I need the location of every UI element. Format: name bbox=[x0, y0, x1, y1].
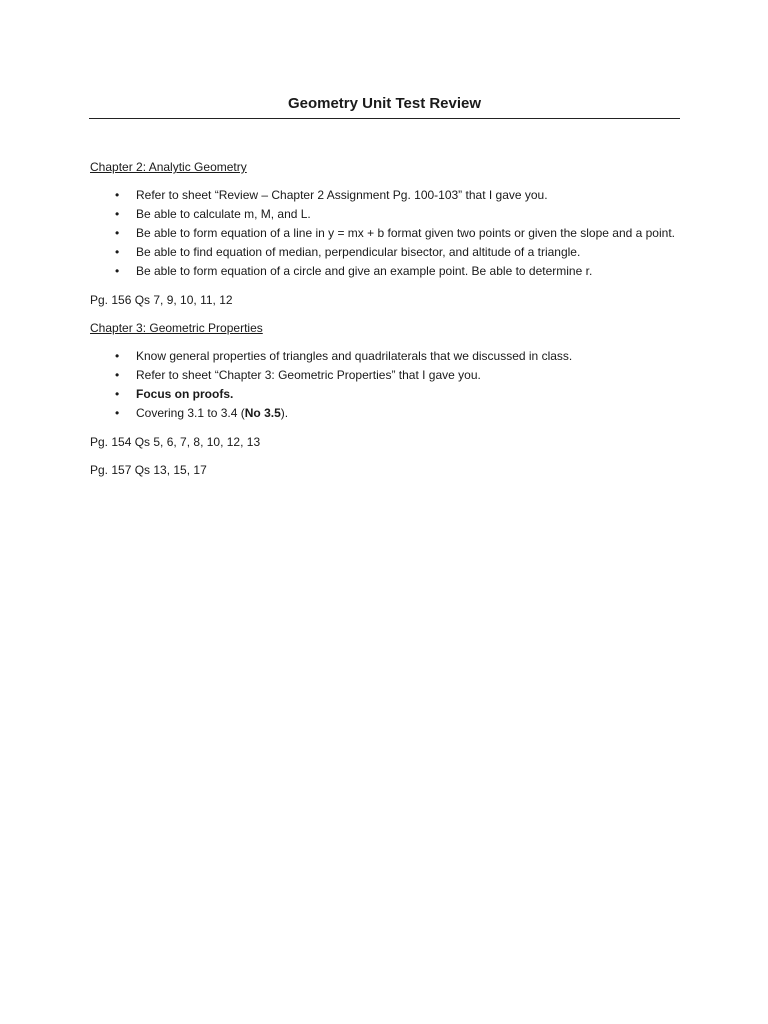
chapter-2-practice-questions: Pg. 156 Qs 7, 9, 10, 11, 12 bbox=[90, 293, 233, 307]
bullet-bold-text: No 3.5 bbox=[244, 406, 281, 420]
chapter-3-bullet-item bbox=[90, 404, 688, 423]
bullet-icon: • bbox=[115, 245, 120, 259]
bullet-icon: • bbox=[115, 207, 120, 221]
title-underline-rule bbox=[89, 118, 680, 119]
bullet-text: Be able to calculate m, M, and L. bbox=[136, 207, 311, 221]
document-body bbox=[90, 158, 690, 489]
chapter-3-practice-questions: Pg. 157 Qs 13, 15, 17 bbox=[90, 463, 207, 477]
bullet-icon: • bbox=[115, 406, 120, 420]
chapter-2-bullet-item bbox=[90, 243, 688, 262]
chapter-3-bullet-item bbox=[90, 347, 688, 366]
chapter-3-practice-questions: Pg. 154 Qs 5, 6, 7, 8, 10, 12, 13 bbox=[90, 435, 261, 449]
bullet-text: Be able to form equation of a circle and give an example point. Be able to determine r. bbox=[136, 264, 593, 278]
bullet-text: Covering 3.1 to 3.4 ( bbox=[136, 406, 245, 420]
bullet-icon: • bbox=[115, 387, 120, 401]
bullet-icon: • bbox=[115, 226, 120, 240]
chapter-3-bullet-item bbox=[90, 385, 688, 404]
chapter-3-bullet-list bbox=[90, 347, 690, 423]
bullet-text: Be able to find equation of median, perpendicular bisector, and altitude of a triangle. bbox=[136, 245, 581, 259]
chapter-3-heading: Chapter 3: Geometric Properties bbox=[90, 321, 263, 335]
chapter-2-heading: Chapter 2: Analytic Geometry bbox=[90, 160, 247, 174]
chapter-2-bullet-item bbox=[90, 205, 688, 224]
bullet-icon: • bbox=[115, 349, 120, 363]
chapter-2-bullet-item bbox=[90, 224, 688, 243]
chapter-2-bullet-item bbox=[90, 186, 688, 205]
chapter-2-bullet-list bbox=[90, 186, 690, 281]
chapter-2-bullet-item bbox=[90, 262, 688, 281]
bullet-text-end: ). bbox=[280, 406, 289, 420]
chapter-3-bullet-item bbox=[90, 366, 688, 385]
bullet-text: Focus on proofs. bbox=[136, 387, 234, 401]
bullet-icon: • bbox=[115, 368, 120, 382]
bullet-text: Refer to sheet “Chapter 3: Geometric Properties” that I gave you. bbox=[136, 368, 481, 382]
bullet-text: Be able to form equation of a line in y = mx + b format given two points or given the slope and a point. bbox=[136, 226, 675, 240]
document-title: Geometry Unit Test Review bbox=[287, 95, 482, 112]
bullet-text: Know general properties of triangles and quadrilaterals that we discussed in class. bbox=[136, 349, 573, 363]
bullet-icon: • bbox=[115, 264, 120, 278]
bullet-text: Refer to sheet “Review – Chapter 2 Assignment Pg. 100-103” that I gave you. bbox=[136, 188, 548, 202]
bullet-icon: • bbox=[115, 188, 120, 202]
